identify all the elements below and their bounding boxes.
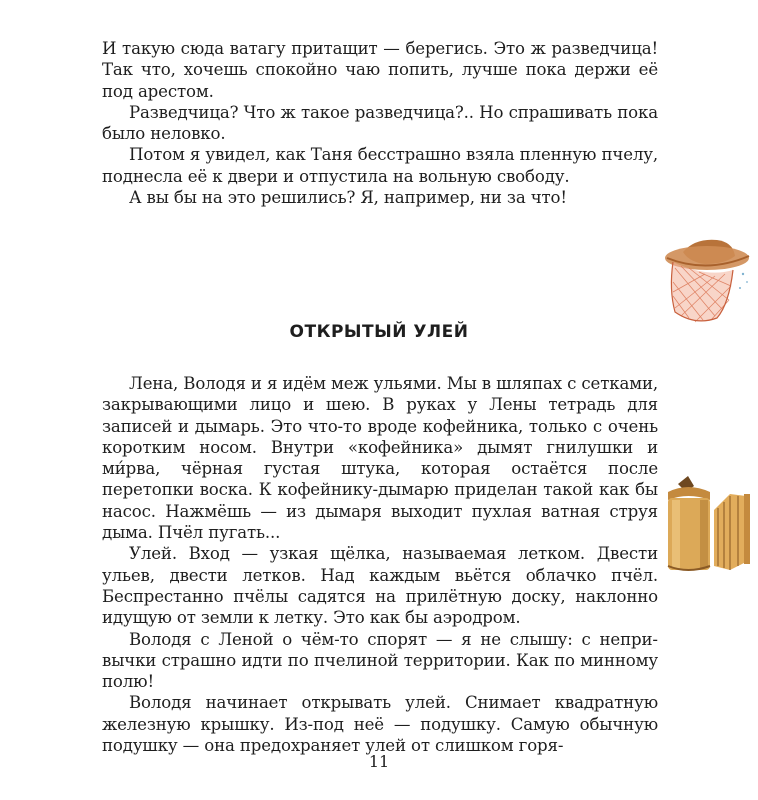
paragraph: Володя с Леной о чём-то спорят — я не слышу: с непривычки страшно идти по пчелиной территории. Как по минному полю! [102,629,658,692]
paragraph: Володя начинает открывать улей. Снимает квадратную железную крышку. Из-под неё — подушку. Самую обычную подушку — она предохраняет улей от слишком горя- [102,693,658,756]
paragraph: Улей. Вход — узкая щёлка, называемая летком. Двести ульев, двести летков. Над каждым вьётся облачко пчёл. Беспрестанно пчёлы садятся на прилётную доску, наклонно идущую от земли к летку. Это как бы аэродром. [102,544,658,628]
paragraph: Разведчица? Что ж такое разведчица?.. Но спрашивать пока было неловко. [102,102,658,144]
paragraph: И такую сюда ватагу притащит — берегись. Это ж разведчица! Так что, хочешь спокойно чаю попить, лучше пока держи её под арестом. [102,39,658,101]
top-text-block [102,38,658,208]
paragraph: Лена, Володя и я идём меж ульями. Мы в шляпах с сетками, закрывающими лицо и шею. В руках у Лены тетрадь для записей и дымарь. Это что-то вроде кофейника, только с очень коротким носом. Внутри «кофейника» дымят гнилушки и ми́рва, чёрная густая штука, которая остаётся после перетопки воска. К кофейнику-дымарю приделан такой как бы насос. Нажмёшь — из дымаря выходит пухлая ватная струя дыма. Пчёл пугать... [102,374,658,543]
paragraph: Потом я увидел, как Таня бесстрашно взяла пленную пчелу, поднесла её к двери и отпустила на вольную свободу. [102,145,658,186]
page-number: 11 [368,752,390,771]
chapter-title: ОТКРЫТЫЙ УЛЕЙ [289,322,469,342]
bee-smoker-icon [660,470,758,580]
beekeeper-hat-icon [655,230,755,330]
paragraph: А вы бы на это решились? Я, например, ни за что! [129,188,567,208]
main-text-block [102,373,658,756]
